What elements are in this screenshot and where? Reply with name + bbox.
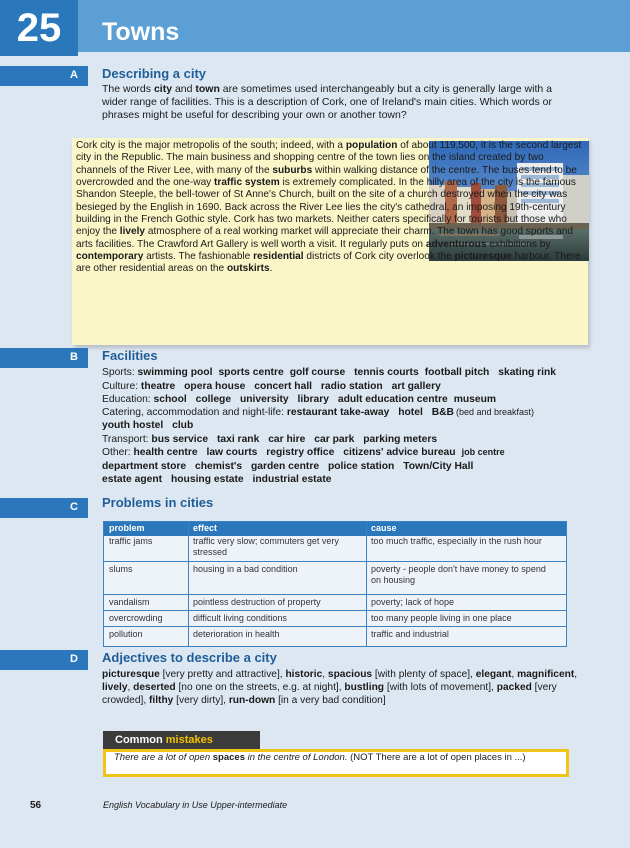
section-a-intro: The words city and town are sometimes used interchangeably but a city is generally large with a wider range of facilities. This is a description of Cork, one of Ireland's main cities. Which words or phrases might be useful for describing your own or another town? [102, 83, 552, 121]
table-cell: vandalism [109, 597, 150, 607]
facility-row-other-3: estate agent housing estate industrial estate [102, 474, 332, 485]
section-c-letter: C [70, 501, 78, 513]
header-problem: problem [109, 523, 145, 533]
table-cell: poverty - people don't have money to spend on housing [371, 564, 546, 585]
section-b-title: Facilities [102, 348, 158, 363]
section-d-title: Adjectives to describe a city [102, 650, 277, 665]
page-number: 56 [30, 800, 42, 811]
section-c-title: Problems in cities [102, 495, 214, 510]
section-c-tab [0, 498, 88, 518]
table-cell: traffic very slow; commuters get very stressed [193, 536, 339, 557]
unit-header-bar [0, 0, 630, 52]
section-a-letter: A [70, 69, 78, 81]
header-cause: cause [371, 523, 397, 533]
table-cell: too many people living in one place [371, 613, 512, 623]
section-a-title: Describing a city [102, 66, 207, 81]
section-d-letter: D [70, 653, 78, 665]
section-a-tab [0, 66, 88, 86]
facility-row-sports: Sports: swimming pool sports centre golf course tennis courts football pitch skating rink [102, 367, 557, 378]
table-cell: housing in a bad condition [193, 564, 298, 574]
facility-row-catering-2: youth hostel club [102, 420, 194, 431]
table-cell: traffic jams [109, 536, 153, 546]
table-cell: slums [109, 564, 133, 574]
facility-row-other: Other: health centre law courts registry office citizens' advice bureau job centre [102, 447, 505, 458]
passage-text: Cork city is the major metropolis of the south; indeed, with a population of about 119,500, it is the second largest city in the Republic. The main business and shopping centre of the town lies on the island created by two channels of the River Lee, with many of the suburbs within walking distance of the centre. The buses tend to be overcrowded and the one-way traffic system is extremely complicated. In the hilly area of the city is the famous Shandon Steeple, the bell-tower of St Anne's Church, built on the site of a church destroyed when the city was besieged by the English in 1690. Back across the River Lee lies the city's cathedral, an imposing 19th-century building in the French Gothic style. Cork has two markets. Neither caters specifically for tourists but those who enjoy the lively atmosphere of a real working market will appreciate their charm. The town has good sports and arts facilities. The Crawford Art Gallery is well worth a visit. It regularly puts on adventurous exhibitions by contemporary artists. The fashionable residential districts of Cork city overlook the picturesque harbour. There are other residential areas on the outskirts. [76, 140, 582, 275]
table-cell: pollution [109, 629, 143, 639]
table-cell: difficult living conditions [193, 613, 287, 623]
header-effect: effect [193, 523, 218, 533]
section-b-letter: B [70, 351, 78, 363]
table-cell: overcrowding [109, 613, 163, 623]
problems-table [103, 521, 567, 647]
table-cell: traffic and industrial [371, 629, 449, 639]
table-cell: pointless destruction of property [193, 597, 321, 607]
section-b-tab [0, 348, 88, 368]
unit-number: 25 [0, 0, 78, 56]
facility-row-culture: Culture: theatre opera house concert hall radio station art gallery [102, 381, 441, 392]
section-d-tab [0, 650, 88, 670]
common-mistakes-text: There are a lot of open spaces in the centre of London. (NOT There are a lot of open places in ...) [114, 752, 526, 763]
common-mistakes-label: Common mistakes [103, 731, 260, 749]
table-cell: deterioration in health [193, 629, 280, 639]
facility-row-catering: Catering, accommodation and night-life: restaurant take-away hotel B&B (bed and breakfast) [102, 407, 535, 418]
facility-row-other-2: department store chemist's garden centre police station Town/City Hall [102, 461, 474, 472]
book-title: English Vocabulary in Use Upper-intermediate [103, 800, 288, 810]
facility-row-transport: Transport: bus service taxi rank car hire car park parking meters [102, 434, 438, 445]
unit-title: Towns [102, 18, 180, 46]
table-cell: too much traffic, especially in the rush hour [371, 536, 542, 546]
facility-row-education: Education: school college university library adult education centre museum [102, 394, 497, 405]
adjective-list: picturesque [very pretty and attractive], historic, spacious [with plenty of space], elegant, magnificent, lively, deserted [no one on the streets, e.g. at night], bustling [with lots of movement], packed [very crowded], filthy [very dirty], run-down [in a very bad condition] [102, 669, 578, 706]
table-header [104, 522, 566, 536]
table-cell: poverty; lack of hope [371, 597, 455, 607]
